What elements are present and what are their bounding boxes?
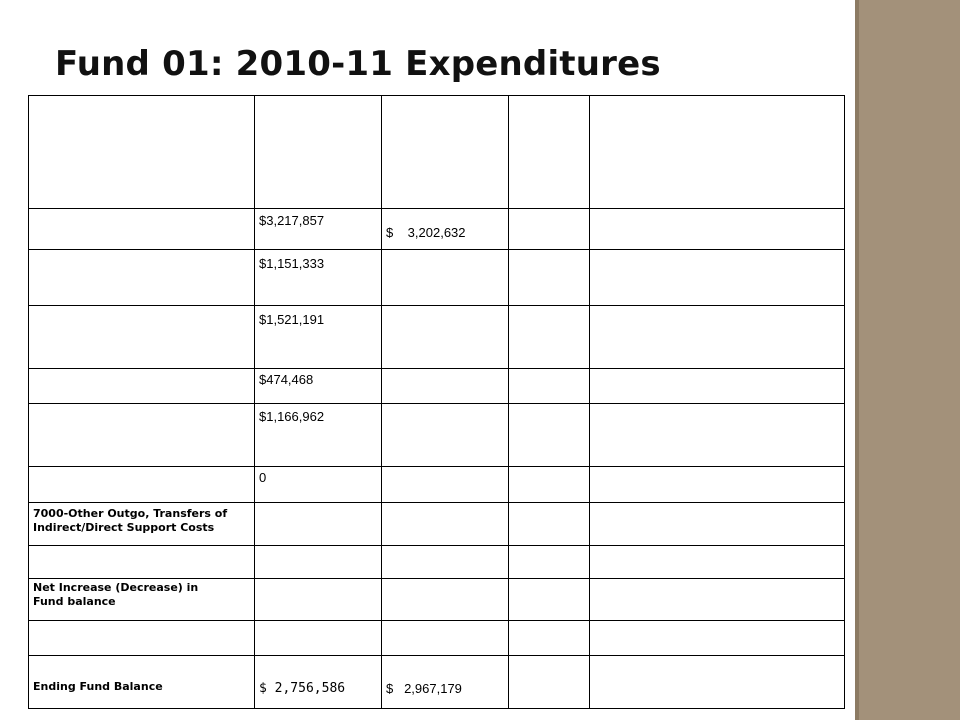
row-estimated: $ 2,756,586 [255,656,382,709]
table-row [29,579,845,621]
row-label [29,250,255,306]
row-label [29,467,255,503]
row-variance [509,579,590,621]
row-estimated: $1,521,191 [255,306,382,369]
row-unaudited [382,250,509,306]
row-estimated: $1,151,333 [255,250,382,306]
row-notes [590,250,845,306]
row-label [29,369,255,404]
row-unaudited: $ 3,202,632 [382,209,509,250]
table-row-total [29,546,845,579]
table-row [29,250,845,306]
header-estimated-actuals [255,96,382,209]
row-estimated: $474,468 [255,369,382,404]
row-estimated [255,621,382,656]
row-variance [509,369,590,404]
row-label: Ending Fund Balance [29,656,255,709]
table-row [29,467,845,503]
table-row [29,656,845,709]
row-estimated: $3,217,857 [255,209,382,250]
header-row [29,96,845,209]
header-variance [509,96,590,209]
row-unaudited [382,621,509,656]
row-notes [590,404,845,467]
row-unaudited [382,546,509,579]
expenditures-table [28,95,845,709]
row-notes [590,369,845,404]
row-variance [509,546,590,579]
row-label: 7000-Other Outgo, Transfers of Indirect/Direct Support Costs [29,503,255,546]
row-variance [509,404,590,467]
row-notes [590,306,845,369]
row-estimated [255,503,382,546]
row-unaudited [382,503,509,546]
row-notes [590,546,845,579]
page-title: Fund 01: 2010-11 Expenditures [55,44,661,84]
row-notes [590,467,845,503]
table-row [29,621,845,656]
row-variance [509,467,590,503]
row-label: Net Increase (Decrease) in Fund balance [29,579,255,621]
row-estimated [255,546,382,579]
row-variance [509,656,590,709]
row-unaudited: $ 2,967,179 [382,656,509,709]
decorative-sidebar [855,0,960,720]
row-variance [509,250,590,306]
row-notes [590,503,845,546]
row-label [29,621,255,656]
row-unaudited [382,579,509,621]
row-notes [590,621,845,656]
row-unaudited [382,369,509,404]
table-row [29,369,845,404]
table-row [29,209,845,250]
row-variance [509,503,590,546]
header-notes [590,96,845,209]
table-row [29,306,845,369]
row-label [29,404,255,467]
row-unaudited [382,467,509,503]
header-unaudited-actuals [382,96,509,209]
row-variance [509,209,590,250]
row-variance [509,306,590,369]
row-notes [590,656,845,709]
row-notes [590,209,845,250]
row-estimated [255,579,382,621]
row-label [29,306,255,369]
header-object-code [29,96,255,209]
row-label [29,546,255,579]
sidebar-edge [855,0,859,720]
row-estimated: 0 [255,467,382,503]
row-unaudited [382,306,509,369]
row-label [29,209,255,250]
row-notes [590,579,845,621]
table-row [29,404,845,467]
table-row [29,503,845,546]
row-unaudited [382,404,509,467]
row-estimated: $1,166,962 [255,404,382,467]
row-variance [509,621,590,656]
